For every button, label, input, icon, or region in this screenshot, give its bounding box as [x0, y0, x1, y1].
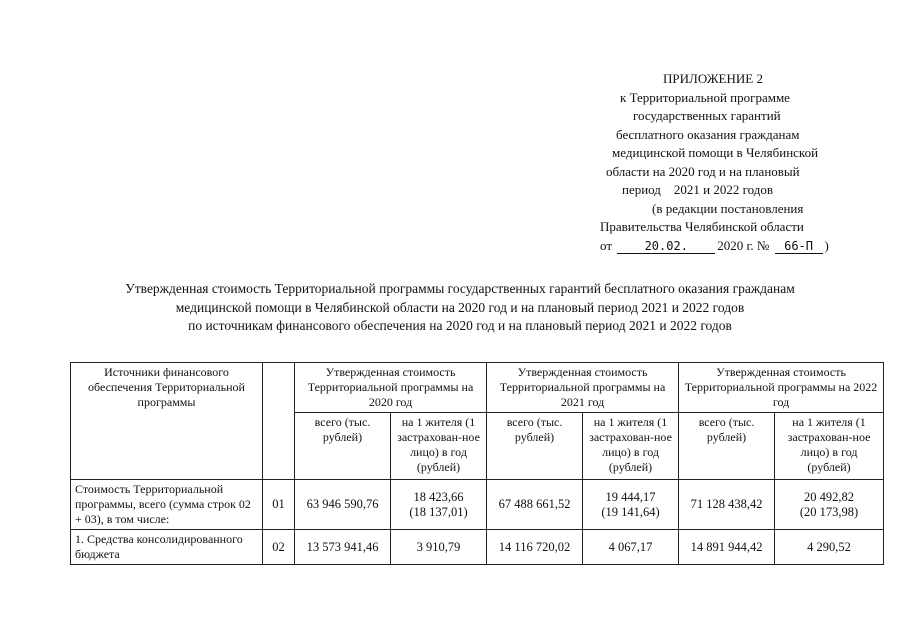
appendix-line: области на 2020 год и на плановый: [606, 163, 800, 179]
title-line: медицинской помощи в Челябинской области на 2020 год и на плановый период 2021 и 2022 годов: [175, 299, 745, 315]
row-code: 01: [263, 480, 295, 530]
appendix-line: бесплатного оказания гражданам: [616, 126, 800, 142]
appendix-line: государственных гарантий: [633, 108, 781, 123]
cell-2021-per-capita: [583, 480, 679, 530]
from-prefix: от: [600, 237, 613, 253]
appendix-signature-line: [600, 237, 890, 256]
appendix-line: Правительства Челябинской области: [600, 219, 804, 234]
cell-2021-total: 14 116 720,02: [487, 530, 583, 565]
row-label: Стоимость Территориальной программы, всего (сумма строк 02 + 03), в том числе:: [71, 480, 263, 530]
document-title: [60, 280, 860, 336]
closing-paren: ): [824, 237, 829, 253]
subheader-total: всего (тыс. рублей): [295, 413, 391, 480]
appendix-line: период 2021 и 2022 годов: [622, 182, 774, 197]
appendix-line: медицинской помощи в Челябинской: [612, 145, 819, 160]
cell-2020-total: 13 573 941,46: [295, 530, 391, 565]
handwritten-date: 20.02.: [617, 239, 715, 254]
appendix-line: (в редакции постановления: [652, 200, 804, 216]
header-source: Источники финансового обеспечения Территориальной программы: [71, 363, 263, 480]
subheader-per-capita: на 1 жителя (1 застрахован-ное лицо) в год (рублей): [391, 413, 487, 480]
title-line: по источникам финансового обеспечения на 2020 год и на плановый период 2021 и 2022 годов: [188, 318, 732, 333]
subheader-per-capita: на 1 жителя (1 застрахован-ное лицо) в год (рублей): [583, 413, 679, 480]
per-capita-insured-value: (20 173,98): [799, 504, 859, 519]
title-line: Утвержденная стоимость Территориальной программы государственных гарантий бесплатного оказания гражданам: [125, 281, 795, 296]
subheader-total: всего (тыс. рублей): [679, 413, 775, 480]
cell-2022-per-capita: [775, 480, 884, 530]
cell-2020-total: 63 946 590,76: [295, 480, 391, 530]
subheader-total: всего (тыс. рублей): [487, 413, 583, 480]
per-capita-value: 20 492,82: [804, 489, 855, 504]
cost-table: [70, 362, 884, 565]
header-year-2020: Утвержденная стоимость Территориальной программы на 2020 год: [295, 363, 487, 413]
table-row: [71, 480, 884, 530]
appendix-line: к Территориальной программе: [620, 89, 790, 105]
cell-2022-total: 71 128 438,42: [679, 480, 775, 530]
cell-2020-per-capita: [391, 480, 487, 530]
per-capita-value: 18 423,66: [413, 489, 464, 504]
handwritten-number: 66-П: [775, 239, 823, 254]
appendix-heading: ПРИЛОЖЕНИЕ 2: [663, 71, 763, 86]
per-capita-insured-value: (18 137,01): [409, 504, 468, 519]
table-row: [71, 530, 884, 565]
cell-2021-total: 67 488 661,52: [487, 480, 583, 530]
cell-2021-per-capita: 4 067,17: [583, 530, 679, 565]
row-code: 02: [263, 530, 295, 565]
cell-2022-per-capita: 4 290,52: [775, 530, 884, 565]
table-header-row: [71, 363, 884, 413]
appendix-block: [600, 70, 890, 255]
cell-2020-per-capita: 3 910,79: [391, 530, 487, 565]
header-code-empty: [263, 363, 295, 480]
cell-2022-total: 14 891 944,42: [679, 530, 775, 565]
year-text: 2020 г. №: [717, 237, 770, 253]
header-year-2021: Утвержденная стоимость Территориальной программы на 2021 год: [487, 363, 679, 413]
header-year-2022: Утвержденная стоимость Территориальной программы на 2022 год: [679, 363, 884, 413]
subheader-per-capita: на 1 жителя (1 застрахован-ное лицо) в год (рублей): [775, 413, 884, 480]
per-capita-value: 19 444,17: [605, 489, 656, 504]
per-capita-insured-value: (19 141,64): [601, 504, 660, 519]
row-label: 1. Средства консолидированного бюджета: [71, 530, 263, 565]
